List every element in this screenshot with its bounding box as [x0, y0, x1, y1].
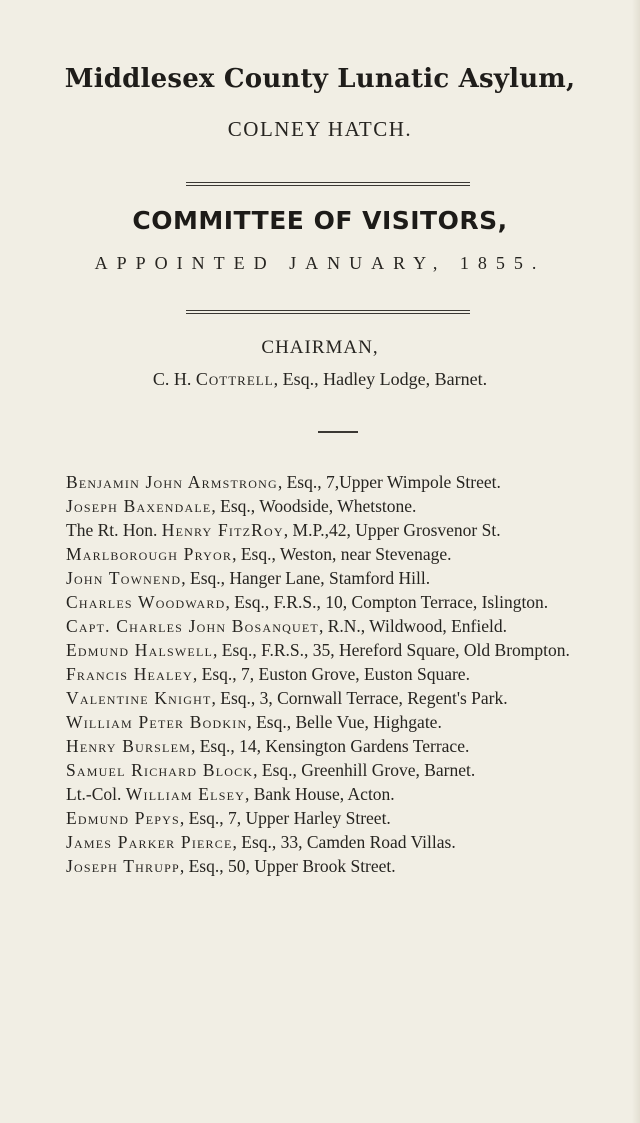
list-item [66, 494, 626, 518]
list-item [66, 710, 626, 734]
list-item [66, 614, 626, 638]
asylum-title: Middlesex County Lunatic Asylum, [64, 64, 576, 94]
list-item [66, 662, 626, 686]
list-item [66, 830, 626, 854]
list-item [66, 758, 626, 782]
member-details: , Esq., 50, Upper Brook Street. [179, 856, 396, 876]
member-details: , Bank House, Acton. [244, 784, 395, 804]
member-details: , Esq., Hanger Lane, Stamford Hill. [181, 568, 431, 588]
double-rule-divider [186, 182, 470, 186]
member-details: , Esq., Woodside, Whetstone. [211, 496, 417, 516]
member-details: , R.N., Wildwood, Enfield. [318, 616, 507, 636]
member-details: , Esq., 7, Upper Harley Street. [179, 808, 391, 828]
double-rule-divider [186, 310, 470, 314]
list-item [66, 470, 626, 494]
list-item [66, 590, 626, 614]
member-name: Edmund Pepys [66, 808, 180, 828]
chairman-prefix: C. H. [152, 369, 196, 389]
member-details: , Esq., 3, Cornwall Terrace, Regent's Park. [211, 688, 508, 708]
member-prefix: Lt.-Col. [66, 784, 126, 804]
member-name: John Townend [66, 568, 182, 588]
member-name: Joseph Baxendale [66, 496, 212, 516]
list-item [66, 686, 626, 710]
list-item [66, 566, 626, 590]
member-details: , Esq., Belle Vue, Highgate. [247, 712, 442, 732]
member-details: , Esq., Weston, near Stevenage. [232, 544, 452, 564]
list-item [66, 782, 626, 806]
member-name: Capt. Charles John Bosanquet [66, 616, 319, 636]
member-name: William Peter Bodkin [66, 712, 248, 732]
member-details: , Esq., Greenhill Grove, Barnet. [253, 760, 476, 780]
member-name: William Elsey [125, 784, 245, 804]
member-name: Henry FitzRoy [161, 520, 284, 540]
list-item [66, 854, 626, 878]
ornament-rule [318, 431, 358, 433]
member-name: Henry Burslem [66, 736, 191, 756]
member-name: Edmund Halswell [66, 640, 214, 660]
member-prefix: The Rt. Hon. [66, 520, 162, 540]
member-name: Benjamin John Armstrong [66, 472, 278, 492]
member-details: , Esq., 14, Kensington Gardens Terrace. [190, 736, 470, 756]
member-name: Francis Healey [66, 664, 193, 684]
list-item [66, 638, 626, 662]
member-details: , Esq., 7, Euston Grove, Euston Square. [192, 664, 470, 684]
committee-heading: COMMITTEE OF VISITORS, [132, 206, 508, 235]
member-name: Charles Woodward [66, 592, 226, 612]
page-edge-shadow [632, 0, 640, 1123]
member-name: James Parker Pierce [66, 832, 233, 852]
member-name: Valentine Knight [66, 688, 212, 708]
chairman-name: Cottrell [195, 369, 274, 389]
list-item [66, 518, 626, 542]
list-item [66, 542, 626, 566]
chairman-details: , Esq., Hadley Lodge, Barnet. [273, 369, 488, 389]
chairman-entry [0, 369, 640, 390]
list-item [66, 806, 626, 830]
committee-member-list [66, 470, 626, 878]
list-item [66, 734, 626, 758]
member-details: , Esq., 7,Upper Wimpole Street. [277, 472, 501, 492]
member-name: Samuel Richard Block [66, 760, 254, 780]
chairman-label: CHAIRMAN, [261, 337, 379, 358]
asylum-location: COLNEY HATCH. [227, 117, 413, 141]
member-details: , Esq., 33, Camden Road Villas. [232, 832, 456, 852]
member-details: , Esq., F.R.S., 10, Compton Terrace, Islington. [225, 592, 549, 612]
member-name: Joseph Thrupp [66, 856, 180, 876]
appointed-date: APPOINTED JANUARY, 1855. [94, 253, 546, 273]
member-name: Marlborough Pryor [66, 544, 233, 564]
member-details: , M.P.,42, Upper Grosvenor St. [283, 520, 501, 540]
member-details: , Esq., F.R.S., 35, Hereford Square, Old Brompton. [213, 640, 570, 660]
